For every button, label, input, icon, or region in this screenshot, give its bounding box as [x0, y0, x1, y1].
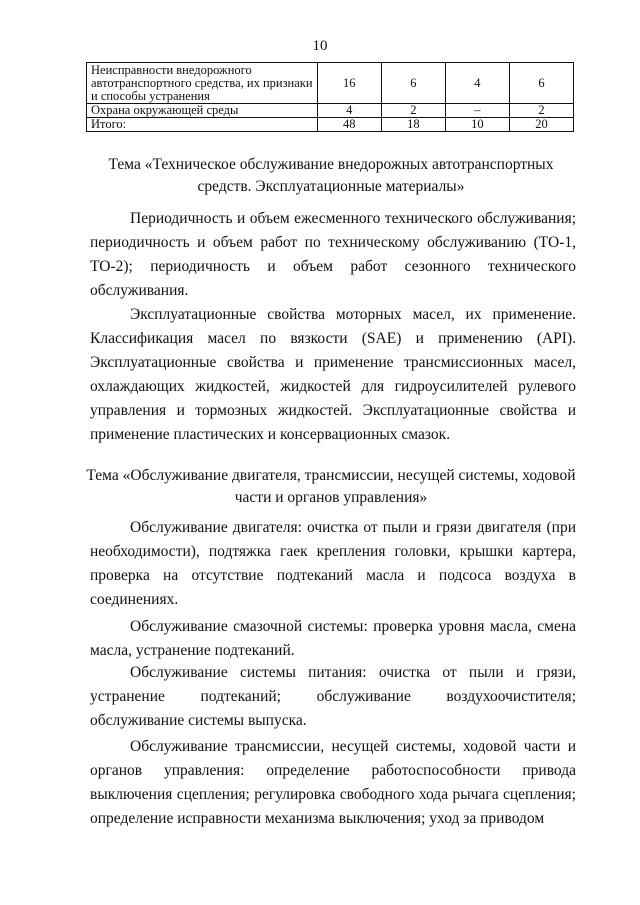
paragraph: Периодичность и объем ежесменного технического обслуживания; периодичность и объем работ по техническому обслуживанию (ТО-1, ТО-2); периодичность и объем работ сезонного технического обслуживания. [90, 210, 576, 299]
paragraph: Обслуживание двигателя: очистка от пыли и грязи двигателя (при необходимости), подтяжка гаек крепления головки, крышки картера, проверка на отсутствие подтеканий масла и подсоса воздуха в соединениях. [90, 519, 576, 608]
paragraph: Обслуживание трансмиссии, несущей системы, ходовой части и органов управления: определение работоспособности привода выключения сцепления; регулировка свободного хода рычага сцепления; определение исправности механизма выключения; уход за приводом [90, 738, 576, 827]
table-cell: 4 [317, 104, 381, 118]
table-cell: 18 [381, 118, 445, 132]
table-cell: 4 [445, 63, 509, 104]
topic-title: Тема «Техническое обслуживание внедорожных автотранспортных средств. Эксплуатационные материалы» [108, 156, 554, 195]
table-cell: 2 [381, 104, 445, 118]
table-cell: 20 [509, 118, 573, 132]
hours-table [86, 62, 574, 132]
paragraph: Эксплуатационные свойства моторных масел, их применение. Классификация масел по вязкости (SAE) и применению (API). Эксплуатационные свойства и применение трансмиссионных масел, охлаждающих жидкостей, жидкостей для гидроусилителей рулевого управления и тормозных жидкостей. Эксплуатационные свойства и применение пластических и консервационных смазок. [90, 306, 576, 443]
table-cell-label: Неисправности внедорожного автотранспортного средства, их признаки и способы устранения [87, 63, 318, 104]
table-cell-label: Охрана окружающей среды [87, 104, 318, 118]
table-cell: 10 [445, 118, 509, 132]
table-cell: 16 [317, 63, 381, 104]
table-row [87, 104, 574, 118]
table-cell: 6 [381, 63, 445, 104]
topic-title: Тема «Обслуживание двигателя, трансмиссии, несущей системы, ходовой части и органов управления» [86, 467, 576, 506]
paragraph: Обслуживание смазочной системы: проверка уровня масла, смена масла, устранение подтеканий. [90, 618, 576, 659]
table-cell: – [445, 104, 509, 118]
table-cell: 2 [509, 104, 573, 118]
table-row [87, 63, 574, 104]
page-number: 10 [312, 38, 328, 54]
table-cell: 6 [509, 63, 573, 104]
table-cell-label: Итого: [87, 118, 318, 132]
table-row [87, 118, 574, 132]
table-cell: 48 [317, 118, 381, 132]
paragraph: Обслуживание системы питания: очистка от пыли и грязи, устранение подтеканий; обслуживание воздухоочистителя; обслуживание системы выпуска. [90, 664, 576, 729]
